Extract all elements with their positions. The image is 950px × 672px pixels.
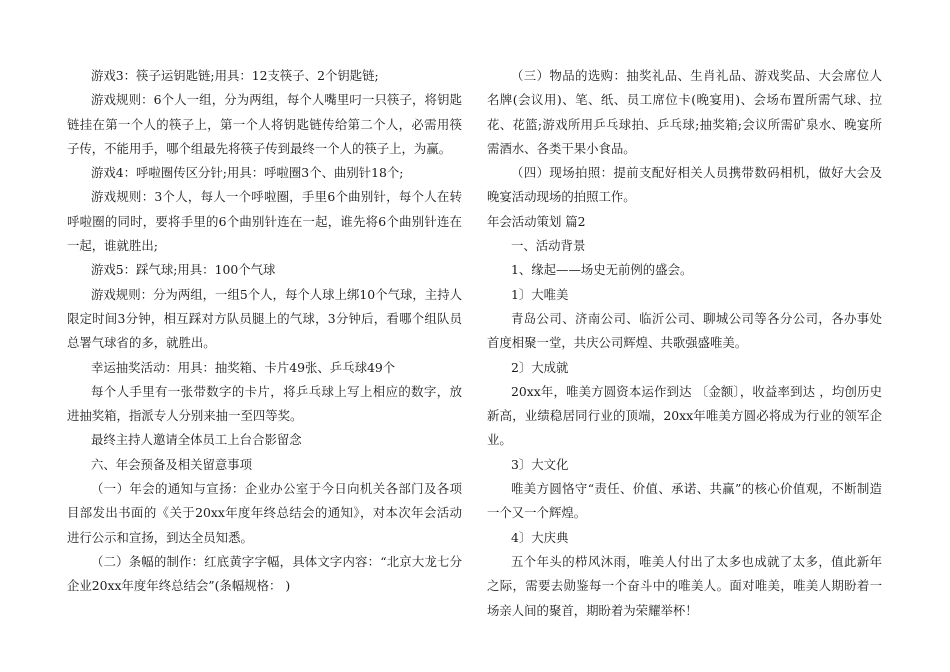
paragraph: （三）物品的选购：抽奖礼品、生肖礼品、游戏奖品、大会席位人名牌(会议用)、笔、纸、员工席位卡(晚宴用)、会场布置所需气球、拉花、花篮;游戏所用乒乓球拍、乒乓球;抽奖箱;会议所需矿泉水、晚宴所需酒水、各类干果小食品。 — [487, 68, 882, 156]
paragraph: 最终主持人邀请全体员工上台合影留念 — [91, 432, 302, 448]
paragraph: 游戏4：呼啦圈传区分针;用具：呼啦圈3个、曲别针18个; — [91, 165, 404, 181]
paragraph: 五个年头的栉风沐雨，唯美人付出了太多也成就了太多，值此新年之际，需要去勋鉴每一个奋斗中的唯美人。面对唯美，唯美人期盼着一场亲人间的聚首，期盼着为荣耀举杯！ — [487, 553, 882, 618]
paragraph: 六、年会预备及相关留意事项 — [91, 456, 253, 472]
paragraph: 唯美方圆恪守“责任、价值、承诺、共赢”的核心价值观，不断制造一个又一个辉煌。 — [487, 481, 882, 521]
paragraph: 一、活动背景 — [511, 238, 586, 254]
left-column — [67, 64, 462, 599]
paragraph: 3〕大文化 — [511, 456, 569, 472]
paragraph: （二）条幅的制作：红底黄字字幅，具体文字内容：“北京大龙七分企业20xx年度年终总结会”(条幅规格： ) — [67, 553, 462, 594]
paragraph: 游戏规则：3个人，每人一个呼啦圈，手里6个曲别针，每个人在转呼啦圈的同时，要将手里的6个曲别针连在一起，谁先将6个曲别针连在一起，谁就胜出; — [67, 189, 462, 254]
paragraph: （一）年会的通知与宣扬：企业办公室于今日向机关各部门及各项目部发出书面的《关于20xx年度年终总结会的通知》，对本次年会活动进行公示和宣扬，到达全员知悉。 — [67, 481, 462, 545]
paragraph: 1、缘起——场史无前例的盛会。 — [511, 262, 693, 278]
paragraph: 20xx年，唯美方圆资本运作到达 〔金额〕，收益率到达 ，均创历史新高，业绩稳居同行业的顶端，20xx年唯美方圆必将成为行业的领军企业。 — [487, 383, 882, 448]
right-column — [487, 64, 882, 623]
paragraph: 1〕大唯美 — [511, 286, 569, 302]
paragraph: 游戏5：踩气球;用具：100个气球 — [91, 262, 276, 278]
paragraph: 每个人手里有一张带数字的卡片，将乒乓球上写上相应的数字，放进抽奖箱，指派专人分别来抽一至四等奖。 — [67, 383, 462, 424]
paragraph: 游戏规则：6个人一组，分为两组，每个人嘴里叼一只筷子，将钥匙链挂在第一个人的筷子上，第一个人将钥匙链传给第二个人，必需用筷子传，不能用手，哪个组最先将筷子传到最终一个人的筷子上，为赢。 — [67, 92, 462, 156]
paragraph: 年会活动策划 篇2 — [487, 213, 586, 229]
paragraph: 游戏3：筷子运钥匙链;用具：12支筷子、2个钥匙链; — [91, 68, 379, 83]
paragraph: 游戏规则：分为两组，一组5个人，每个人球上绑10个气球，主持人限定时间3分钟，相互踩对方队员腿上的气球，3分钟后，看哪个组队员总署气球省的多，就胜出。 — [67, 286, 462, 351]
paragraph: 4〕大庆典 — [511, 529, 569, 545]
paragraph: 2〕大成就 — [511, 359, 569, 375]
paragraph: 青岛公司、济南公司、临沂公司、聊城公司等各分公司，各办事处首度相聚一堂，共庆公司辉煌、共歌强盛唯美。 — [487, 310, 882, 351]
paragraph: 幸运抽奖活动：用具：抽奖箱、卡片49张、乒乓球49个 — [91, 359, 396, 375]
paragraph: （四）现场拍照：提前支配好相关人员携带数码相机，做好大会及晚宴活动现场的拍照工作。 — [487, 165, 882, 205]
